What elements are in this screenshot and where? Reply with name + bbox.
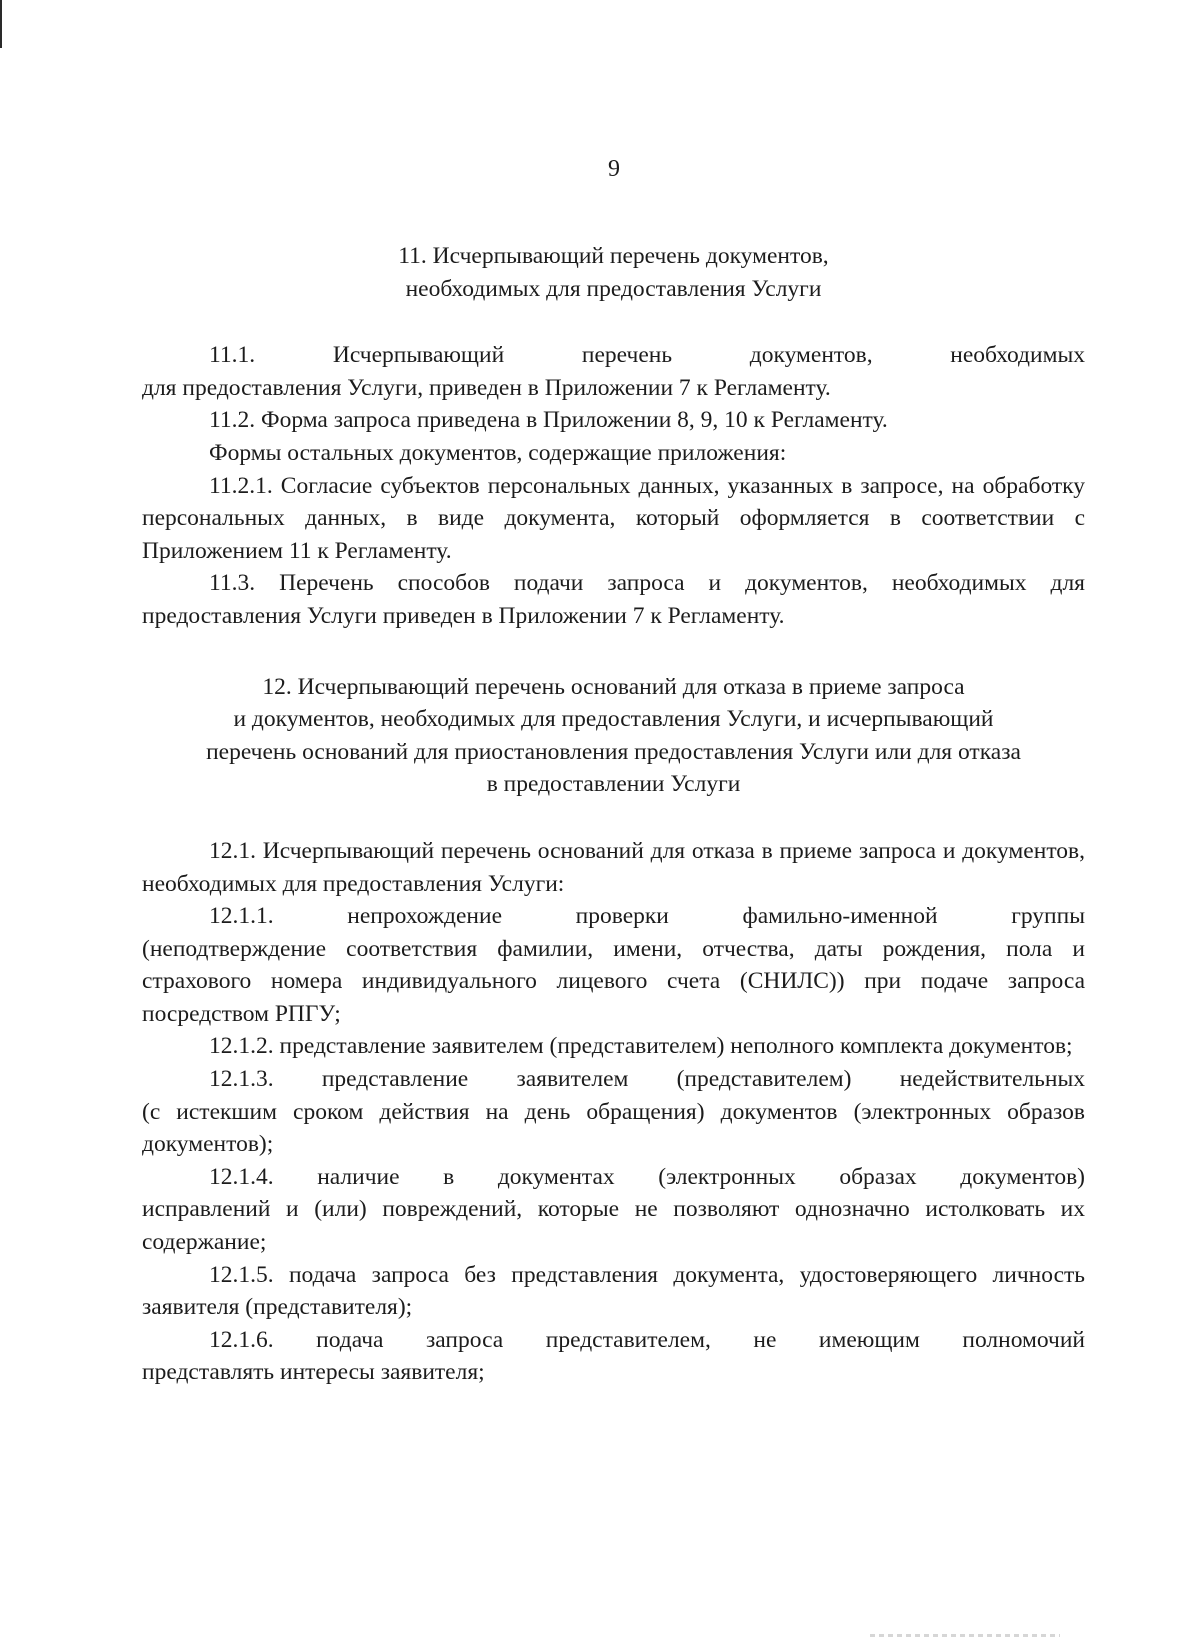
paragraph-12-1-6 — [142, 1324, 1085, 1389]
paragraph-12-1-5: 12.1.5. подача запроса без представления документа, удостоверяющего личность заявителя (представителя); — [142, 1261, 1085, 1321]
paragraph-11-1-rest: для предоставления Услуги, приведен в Приложении 7 к Регламенту. — [142, 374, 831, 401]
scan-artifact — [870, 1634, 1060, 1637]
paragraph-12-1-3-first-line: 12.1.3. представление заявителем (представителем) недействительных — [209, 1066, 1085, 1093]
document-body — [142, 240, 1085, 1389]
scan-edge-mark — [0, 0, 2, 48]
section-12-heading-line: в предоставлении Услуги — [486, 771, 741, 798]
paragraph-12-1-2: 12.1.2. представление заявителем (представителем) неполного комплекта документов; — [209, 1033, 1073, 1060]
paragraph-12-1-6-first-line: 12.1.6. подача запроса представителем, не имеющим полномочий — [209, 1326, 1085, 1353]
paragraph-11-1-first-line: 11.1. Исчерпывающий перечень документов, необходимых — [209, 342, 1085, 369]
paragraph-11-1 — [142, 339, 1085, 404]
paragraph-12-1-3 — [142, 1063, 1085, 1161]
section-12-heading — [142, 671, 1085, 801]
paragraph-12-1-1-first-line: 12.1.1. непрохождение проверки фамильно-именной группы — [209, 903, 1085, 930]
paragraph-11-3: 11.3. Перечень способов подачи запроса и документов, необходимых для предоставления Услуги приведен в Приложении 7 к Регламенту. — [142, 570, 1085, 629]
section-11-heading — [142, 240, 1085, 305]
paragraph-12-1-4-first-line: 12.1.4. наличие в документах (электронных образах документов) — [209, 1163, 1085, 1190]
paragraph-12-1-4 — [142, 1161, 1085, 1259]
paragraph-12-1-6-rest: представлять интересы заявителя; — [142, 1359, 485, 1386]
section-12-heading-line: и документов, необходимых для предоставления Услуги, и исчерпывающий — [233, 706, 994, 733]
paragraph-12-1-3-rest: (с истекшим сроком действия на день обращения) документов (электронных образов документов); — [142, 1098, 1085, 1158]
page-number: 9 — [608, 156, 620, 182]
section-12-heading-line: перечень оснований для приостановления предоставления Услуги или для отказа — [206, 738, 1021, 765]
paragraph-12-1: 12.1. Исчерпывающий перечень оснований для отказа в приеме запроса и документов, необходимых для предоставления Услуги: — [142, 837, 1085, 897]
paragraph-11-2-1: 11.2.1. Согласие субъектов персональных данных, указанных в запросе, на обработку персональных данных, в виде документа, который оформляется в соответствии с Приложением 11 к Регламенту. — [142, 472, 1085, 564]
section-11-heading-line: необходимых для предоставления Услуги — [405, 275, 822, 302]
paragraph-12-1-4-rest: исправлений и (или) повреждений, которые не позволяют однозначно истолковать их содержание; — [142, 1196, 1085, 1256]
paragraph-11-2: 11.2. Форма запроса приведена в Приложении 8, 9, 10 к Регламенту. — [209, 407, 888, 434]
section-11-heading-line: 11. Исчерпывающий перечень документов, — [398, 243, 829, 269]
paragraph-12-1-1 — [142, 900, 1085, 1030]
paragraph-forms: Формы остальных документов, содержащие приложения: — [209, 439, 787, 466]
paragraph-12-1-1-rest: (неподтверждение соответствия фамилии, имени, отчества, даты рождения, пола и страхового номера индивидуального лицевого счета (СНИЛС)) при подаче запроса посредством РПГУ; — [142, 935, 1085, 1027]
section-12-heading-line: 12. Исчерпывающий перечень оснований для отказа в приеме запроса — [262, 673, 965, 700]
